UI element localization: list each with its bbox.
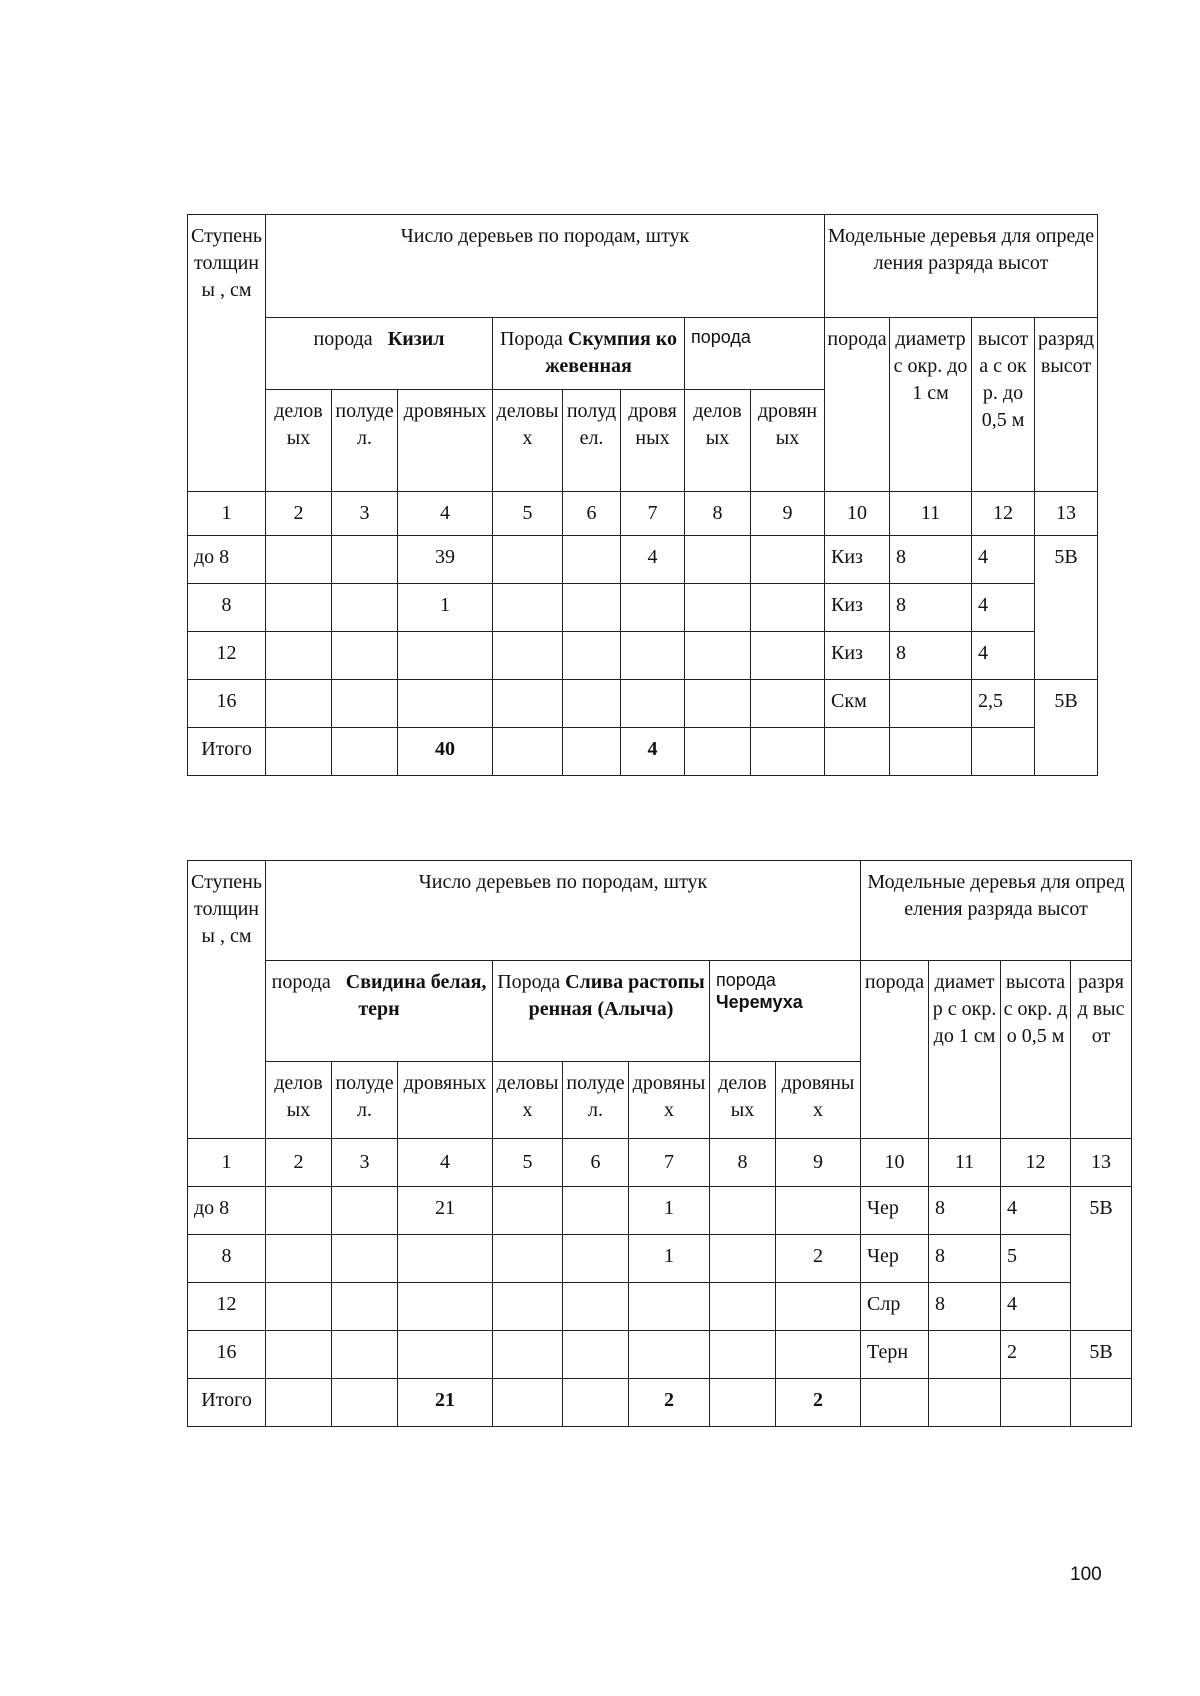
col-number: 12: [1001, 1139, 1071, 1187]
table-row: [188, 1283, 1132, 1331]
total-cell: [332, 1379, 398, 1427]
breed-header-3: [710, 961, 861, 1062]
col-number: 6: [563, 492, 621, 536]
model-breed-cell: Чер: [861, 1187, 929, 1235]
total-cell: [710, 1379, 776, 1427]
subcol-commercial: деловых: [493, 390, 563, 492]
value-cell: [398, 1235, 493, 1283]
col-number: 11: [890, 492, 972, 536]
col-number: 10: [825, 492, 890, 536]
col-number: 4: [398, 492, 493, 536]
col-number: 5: [493, 492, 563, 536]
model-breed-cell: Киз: [825, 632, 890, 680]
value-cell: [266, 536, 332, 584]
value-cell: [493, 680, 563, 728]
total-cell: [685, 728, 751, 776]
model-col-diameter: диаметр с окр. до 1 см: [890, 318, 972, 492]
col-number: 2: [266, 1139, 332, 1187]
value-cell: [266, 1283, 332, 1331]
column-number-row: [188, 492, 1098, 536]
value-cell: [266, 1331, 332, 1379]
value-cell: [685, 632, 751, 680]
value-cell: [776, 1331, 861, 1379]
model-height-cell: 2: [1001, 1331, 1071, 1379]
breed-header-1: [266, 961, 493, 1062]
value-cell: [266, 1187, 332, 1235]
subcol-firewood: дровяных: [751, 390, 825, 492]
value-cell: [398, 680, 493, 728]
total-label: Итого: [188, 1379, 266, 1427]
model-height-cell: 5: [1001, 1235, 1071, 1283]
value-cell: [563, 1283, 629, 1331]
value-cell: [563, 680, 621, 728]
total-value: 2: [664, 1389, 674, 1411]
value-cell: [621, 584, 685, 632]
col-number: 11: [929, 1139, 1001, 1187]
breed-prefix: порода: [271, 971, 331, 993]
value-cell: [563, 632, 621, 680]
model-class-cell: 5В: [1071, 1331, 1132, 1379]
breed-name: Черемуха: [716, 992, 803, 1012]
total-value: 2: [813, 1389, 823, 1411]
value-cell: [751, 632, 825, 680]
table-row: [188, 1331, 1132, 1379]
model-height-cell: 4: [972, 584, 1035, 632]
total-cell: [1071, 1379, 1132, 1427]
subcol-semi-commercial: полудел.: [563, 1062, 629, 1139]
value-cell: [332, 1283, 398, 1331]
value-cell: [563, 1331, 629, 1379]
total-cell: [1001, 1379, 1071, 1427]
total-row: [188, 1379, 1132, 1427]
model-col-diameter: диаметр с окр. до 1 см: [929, 961, 1001, 1139]
value-cell: [332, 632, 398, 680]
col-number: 13: [1071, 1139, 1132, 1187]
subcol-commercial: деловых: [710, 1062, 776, 1139]
value-cell: [563, 1187, 629, 1235]
subcol-firewood: дровяных: [629, 1062, 710, 1139]
value-cell: [398, 1283, 493, 1331]
breed-prefix: порода: [716, 970, 776, 990]
col-number: 9: [776, 1139, 861, 1187]
value-cell: [751, 680, 825, 728]
value-cell: [332, 1187, 398, 1235]
table-row: [188, 680, 1098, 728]
total-cell: [972, 728, 1035, 776]
header-tree-count: Число деревьев по породам, штук: [266, 215, 825, 318]
breed-prefix: порода: [691, 327, 751, 347]
breed-name: Свидина белая, терн: [345, 971, 487, 1020]
value-cell: [332, 1331, 398, 1379]
col-number: 1: [188, 1139, 266, 1187]
col-number: 13: [1035, 492, 1098, 536]
value-cell: [710, 1331, 776, 1379]
value-cell: [332, 1235, 398, 1283]
model-breed-cell: Киз: [825, 584, 890, 632]
col-number: 10: [861, 1139, 929, 1187]
total-cell: [890, 728, 972, 776]
value-cell: [685, 536, 751, 584]
model-class-cell: 5В: [1035, 680, 1098, 776]
model-diameter-cell: 8: [929, 1187, 1001, 1235]
model-diameter-cell: 8: [890, 632, 972, 680]
page-number: 100: [1070, 1564, 1102, 1585]
model-diameter-cell: 8: [890, 536, 972, 584]
subcol-commercial: деловых: [685, 390, 751, 492]
step-cell: 12: [188, 1283, 266, 1331]
column-number-row: [188, 1139, 1132, 1187]
tree-count-table-2: [187, 860, 1132, 1427]
total-row: [188, 728, 1098, 776]
col-number: 4: [398, 1139, 493, 1187]
subcol-firewood: дровяных: [398, 390, 493, 492]
subcol-commercial: деловых: [493, 1062, 563, 1139]
table-row: [188, 632, 1098, 680]
table-row: [188, 536, 1098, 584]
table-row: [188, 1187, 1132, 1235]
value-cell: [266, 1235, 332, 1283]
tree-count-table-1: [187, 214, 1098, 776]
total-cell: [266, 728, 332, 776]
header-thickness-step: Ступень толщины , см: [188, 215, 266, 492]
value-cell: 2: [776, 1235, 861, 1283]
step-cell: 16: [188, 1331, 266, 1379]
value-cell: [332, 584, 398, 632]
model-height-cell: 2,5: [972, 680, 1035, 728]
value-cell: [266, 584, 332, 632]
subcol-semi-commercial: полудел.: [563, 390, 621, 492]
breed-name: Слива растопыренная (Алыча): [528, 971, 705, 1020]
value-cell: [266, 680, 332, 728]
value-cell: [710, 1187, 776, 1235]
model-breed-cell: Киз: [825, 536, 890, 584]
model-breed-cell: Чер: [861, 1235, 929, 1283]
subcol-firewood: дровяных: [398, 1062, 493, 1139]
value-cell: [629, 1331, 710, 1379]
subcol-firewood: дровяных: [776, 1062, 861, 1139]
value-cell: [493, 1283, 563, 1331]
step-cell: 8: [188, 1235, 266, 1283]
total-value: 40: [435, 738, 455, 760]
col-number: 8: [685, 492, 751, 536]
value-cell: 21: [398, 1187, 493, 1235]
value-cell: [398, 632, 493, 680]
breed-name: Скумпия кожевенная: [545, 328, 678, 377]
model-col-class: разряд высот: [1035, 318, 1098, 492]
breed-header-3: [685, 318, 825, 390]
value-cell: [266, 632, 332, 680]
model-col-height: высота с окр. до 0,5 м: [1001, 961, 1071, 1139]
total-value: 21: [435, 1389, 455, 1411]
value-cell: [621, 680, 685, 728]
value-cell: 1: [629, 1235, 710, 1283]
model-diameter-cell: 8: [890, 584, 972, 632]
total-cell: [563, 1379, 629, 1427]
model-class-cell: 5В: [1071, 1187, 1132, 1331]
step-cell: 8: [188, 584, 266, 632]
value-cell: [563, 584, 621, 632]
total-cell: [398, 1379, 493, 1427]
col-number: 9: [751, 492, 825, 536]
value-cell: [776, 1187, 861, 1235]
table-row: [188, 1235, 1132, 1283]
total-cell: [929, 1379, 1001, 1427]
value-cell: [493, 584, 563, 632]
value-cell: [629, 1283, 710, 1331]
subcol-firewood: дровяных: [621, 390, 685, 492]
breed-name: Кизил: [387, 328, 445, 350]
model-col-breed: порода: [861, 961, 929, 1139]
model-diameter-cell: 8: [929, 1235, 1001, 1283]
table-row: [188, 584, 1098, 632]
value-cell: 1: [629, 1187, 710, 1235]
value-cell: [685, 680, 751, 728]
breed-header-2: [493, 961, 710, 1062]
subcol-semi-commercial: полудел.: [332, 1062, 398, 1139]
col-number: 3: [332, 492, 398, 536]
subcol-semi-commercial: полудел.: [332, 390, 398, 492]
subcol-commercial: деловых: [266, 1062, 332, 1139]
header-model-trees: Модельные деревья для определения разряда высот: [861, 861, 1132, 961]
value-cell: [751, 536, 825, 584]
total-cell: [621, 728, 685, 776]
value-cell: [493, 1235, 563, 1283]
total-cell: [563, 728, 621, 776]
value-cell: 39: [398, 536, 493, 584]
model-height-cell: 4: [972, 536, 1035, 584]
step-cell: 12: [188, 632, 266, 680]
model-diameter-cell: [890, 680, 972, 728]
col-number: 3: [332, 1139, 398, 1187]
model-diameter-cell: [929, 1331, 1001, 1379]
value-cell: [621, 632, 685, 680]
value-cell: [398, 1331, 493, 1379]
total-cell: [493, 728, 563, 776]
total-cell: [493, 1379, 563, 1427]
total-cell: [629, 1379, 710, 1427]
model-col-class: разряд высот: [1071, 961, 1132, 1139]
total-cell: [266, 1379, 332, 1427]
total-cell: [398, 728, 493, 776]
total-label: Итого: [188, 728, 266, 776]
value-cell: [710, 1235, 776, 1283]
col-number: 1: [188, 492, 266, 536]
total-cell: [861, 1379, 929, 1427]
model-height-cell: 4: [1001, 1283, 1071, 1331]
step-cell: до 8: [188, 536, 266, 584]
value-cell: [493, 536, 563, 584]
value-cell: [685, 584, 751, 632]
value-cell: 1: [398, 584, 493, 632]
value-cell: [563, 536, 621, 584]
model-diameter-cell: 8: [929, 1283, 1001, 1331]
breed-prefix: Порода: [497, 971, 561, 993]
model-breed-cell: Слр: [861, 1283, 929, 1331]
model-breed-cell: Скм: [825, 680, 890, 728]
step-cell: 16: [188, 680, 266, 728]
breed-header-1: [266, 318, 493, 390]
total-cell: [776, 1379, 861, 1427]
model-height-cell: 4: [972, 632, 1035, 680]
col-number: 7: [621, 492, 685, 536]
model-col-height: высота с окр. до 0,5 м: [972, 318, 1035, 492]
step-cell: до 8: [188, 1187, 266, 1235]
value-cell: [493, 632, 563, 680]
total-value: 4: [647, 738, 658, 760]
model-col-breed: порода: [825, 318, 890, 492]
total-cell: [332, 728, 398, 776]
header-thickness-step: Ступень толщины , см: [188, 861, 266, 1139]
value-cell: [493, 1187, 563, 1235]
total-cell: [751, 728, 825, 776]
value-cell: 4: [621, 536, 685, 584]
value-cell: [563, 1235, 629, 1283]
col-number: 8: [710, 1139, 776, 1187]
header-model-trees: Модельные деревья для определения разряда высот: [825, 215, 1098, 318]
col-number: 6: [563, 1139, 629, 1187]
value-cell: [710, 1283, 776, 1331]
breed-prefix: Порода: [499, 328, 563, 350]
col-number: 12: [972, 492, 1035, 536]
breed-prefix: порода: [313, 328, 373, 350]
header-tree-count: Число деревьев по породам, штук: [266, 861, 861, 961]
value-cell: [332, 680, 398, 728]
value-cell: [751, 584, 825, 632]
model-breed-cell: Терн: [861, 1331, 929, 1379]
total-cell: [825, 728, 890, 776]
value-cell: [776, 1283, 861, 1331]
col-number: 5: [493, 1139, 563, 1187]
model-height-cell: 4: [1001, 1187, 1071, 1235]
subcol-commercial: деловых: [266, 390, 332, 492]
value-cell: [493, 1331, 563, 1379]
model-class-cell: 5В: [1035, 536, 1098, 680]
breed-header-2: [493, 318, 685, 390]
col-number: 7: [629, 1139, 710, 1187]
col-number: 2: [266, 492, 332, 536]
value-cell: [332, 536, 398, 584]
